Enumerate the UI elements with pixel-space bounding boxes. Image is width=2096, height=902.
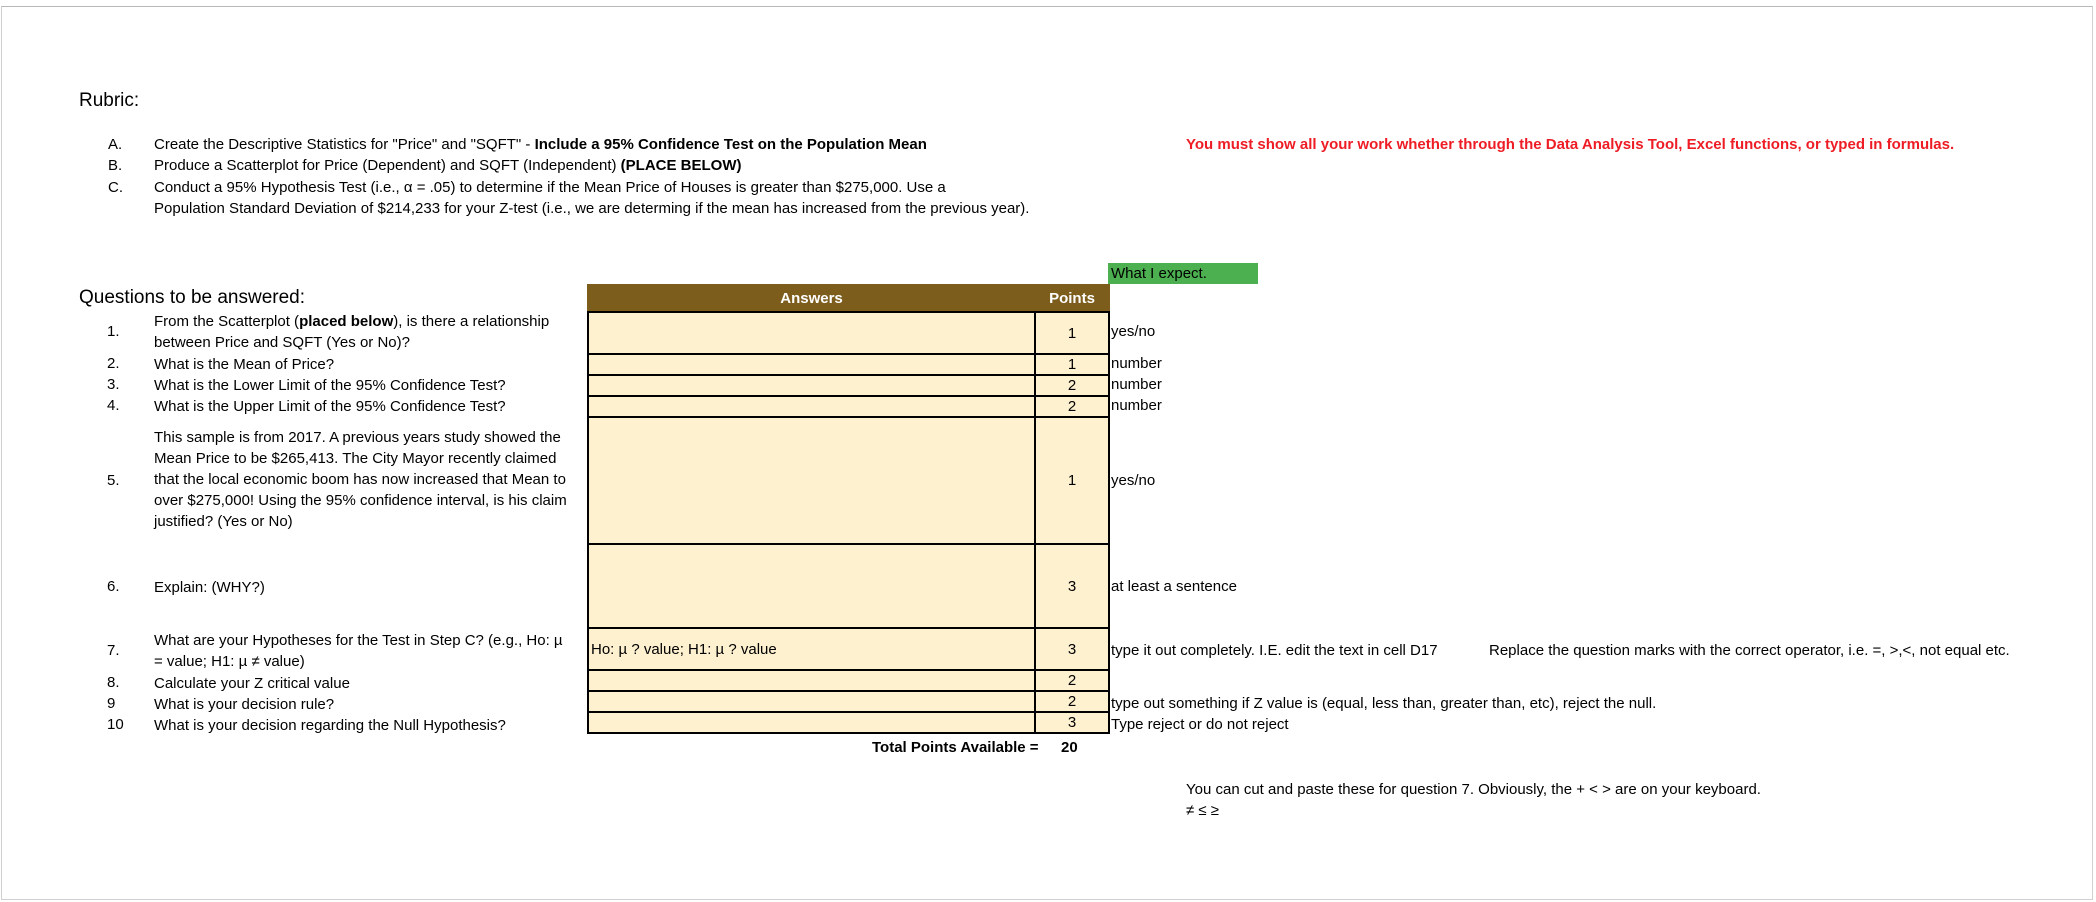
expect-text: Type reject or do not reject — [1111, 716, 1289, 733]
rubric-letter-b: B. — [108, 157, 123, 174]
points-cell: 2 — [1035, 396, 1109, 417]
rubric-item-a: Create the Descriptive Statistics for "Price" and "SQFT" - Include a 95% Confidence Test on the Population Mean — [154, 136, 927, 153]
answer-grid — [587, 284, 1110, 734]
points-cell: 1 — [1035, 417, 1109, 544]
question-text: What is the Lower Limit of the 95% Confidence Test? — [154, 377, 506, 394]
question-number: 1. — [107, 323, 120, 340]
question-number: 4. — [107, 397, 120, 414]
question-text: What are your Hypotheses for the Test in Step C? (e.g., Ho: µ = value; H1: µ ≠ value) — [154, 632, 563, 670]
question-text: From the Scatterplot (placed below), is there a relationship between Price and SQFT (Yes or No)? — [154, 313, 550, 351]
answer-cell[interactable] — [588, 354, 1035, 375]
question-text: What is your decision regarding the Null Hypothesis? — [154, 717, 506, 734]
points-cell: 1 — [1035, 312, 1109, 354]
expect-text: number — [1111, 376, 1162, 393]
question-text: Explain: (WHY?) — [154, 579, 265, 596]
rubric-item-b: Produce a Scatterplot for Price (Dependent) and SQFT (Independent) (PLACE BELOW) — [154, 157, 742, 174]
answer-cell[interactable] — [588, 544, 1035, 628]
answer-cell[interactable] — [588, 691, 1035, 712]
expect-text: yes/no — [1111, 472, 1156, 489]
points-cell: 1 — [1035, 354, 1109, 375]
paste-note: You can cut and paste these for question 7. Obviously, the + < > are on your keyboard. — [1186, 781, 1761, 798]
points-cell: 3 — [1035, 628, 1109, 670]
expect-text: type it out completely. I.E. edit the text in cell D17 — [1111, 642, 1438, 659]
answer-cell[interactable] — [588, 670, 1035, 691]
rubric-title: Rubric: — [79, 90, 140, 111]
answer-cell[interactable] — [588, 712, 1035, 733]
question-text: This sample is from 2017. A previous years study showed the Mean Price to be $265,413. The City Mayor recently claimed that the local economic boom has now increased that Mean to over $275,000! Using the 95% confidence interval, is his claim justified? (Yes or No) — [154, 429, 567, 530]
expect-text: at least a sentence — [1111, 578, 1237, 595]
question-number: 8. — [107, 674, 120, 691]
expect-text: type out something if Z value is (equal, less than, greater than, etc), reject the null. — [1111, 695, 1657, 712]
points-cell: 3 — [1035, 544, 1109, 628]
question-number: 9 — [107, 695, 116, 712]
answer-cell[interactable] — [588, 396, 1035, 417]
answer-cell[interactable] — [588, 312, 1035, 354]
question-number: 3. — [107, 376, 120, 393]
question-number: 2. — [107, 355, 120, 372]
points-header: Points — [1035, 285, 1109, 312]
questions-title: Questions to be answered: — [79, 287, 306, 308]
work-warning: You must show all your work whether through the Data Analysis Tool, Excel functions, or typed in formulas. — [1186, 136, 1955, 153]
question-text: What is the Mean of Price? — [154, 356, 335, 373]
rubric-letter-a: A. — [108, 136, 123, 153]
rubric-item-c-line2: Population Standard Deviation of $214,233 for your Z-test (i.e., we are determing if the mean has increased from the previous year). — [154, 200, 1030, 217]
rubric-letter-c: C. — [108, 179, 123, 196]
question-text: What is the Upper Limit of the 95% Confidence Test? — [154, 398, 506, 415]
expect-text: number — [1111, 355, 1162, 372]
points-cell: 3 — [1035, 712, 1109, 733]
question-number: 6. — [107, 578, 120, 595]
expect-extra-note: Replace the question marks with the correct operator, i.e. =, >,<, not equal etc. — [1489, 642, 2010, 659]
symbols-note: ≠ ≤ ≥ — [1186, 802, 1220, 819]
hypotheses-answer-cell[interactable]: Ho: µ ? value; H1: µ ? value — [588, 628, 1035, 670]
total-points-label: Total Points Available = — [872, 739, 1039, 756]
points-cell: 2 — [1035, 670, 1109, 691]
question-text: Calculate your Z critical value — [154, 675, 350, 692]
expect-text: yes/no — [1111, 323, 1156, 340]
expect-text: number — [1111, 397, 1162, 414]
expect-header: What I expect. — [1108, 263, 1258, 284]
points-cell: 2 — [1035, 375, 1109, 396]
rubric-item-c: Conduct a 95% Hypothesis Test (i.e., α = .05) to determine if the Mean Price of Houses is greater than $275,000. Use a — [154, 179, 946, 196]
points-cell: 2 — [1035, 691, 1109, 712]
answer-cell[interactable] — [588, 417, 1035, 544]
question-number: 10 — [107, 716, 124, 733]
answers-header: Answers — [588, 285, 1035, 312]
answer-cell[interactable] — [588, 375, 1035, 396]
question-number: 7. — [107, 642, 120, 659]
question-number: 5. — [107, 472, 120, 489]
question-text: What is your decision rule? — [154, 696, 335, 713]
total-points-value: 20 — [1061, 739, 1078, 756]
